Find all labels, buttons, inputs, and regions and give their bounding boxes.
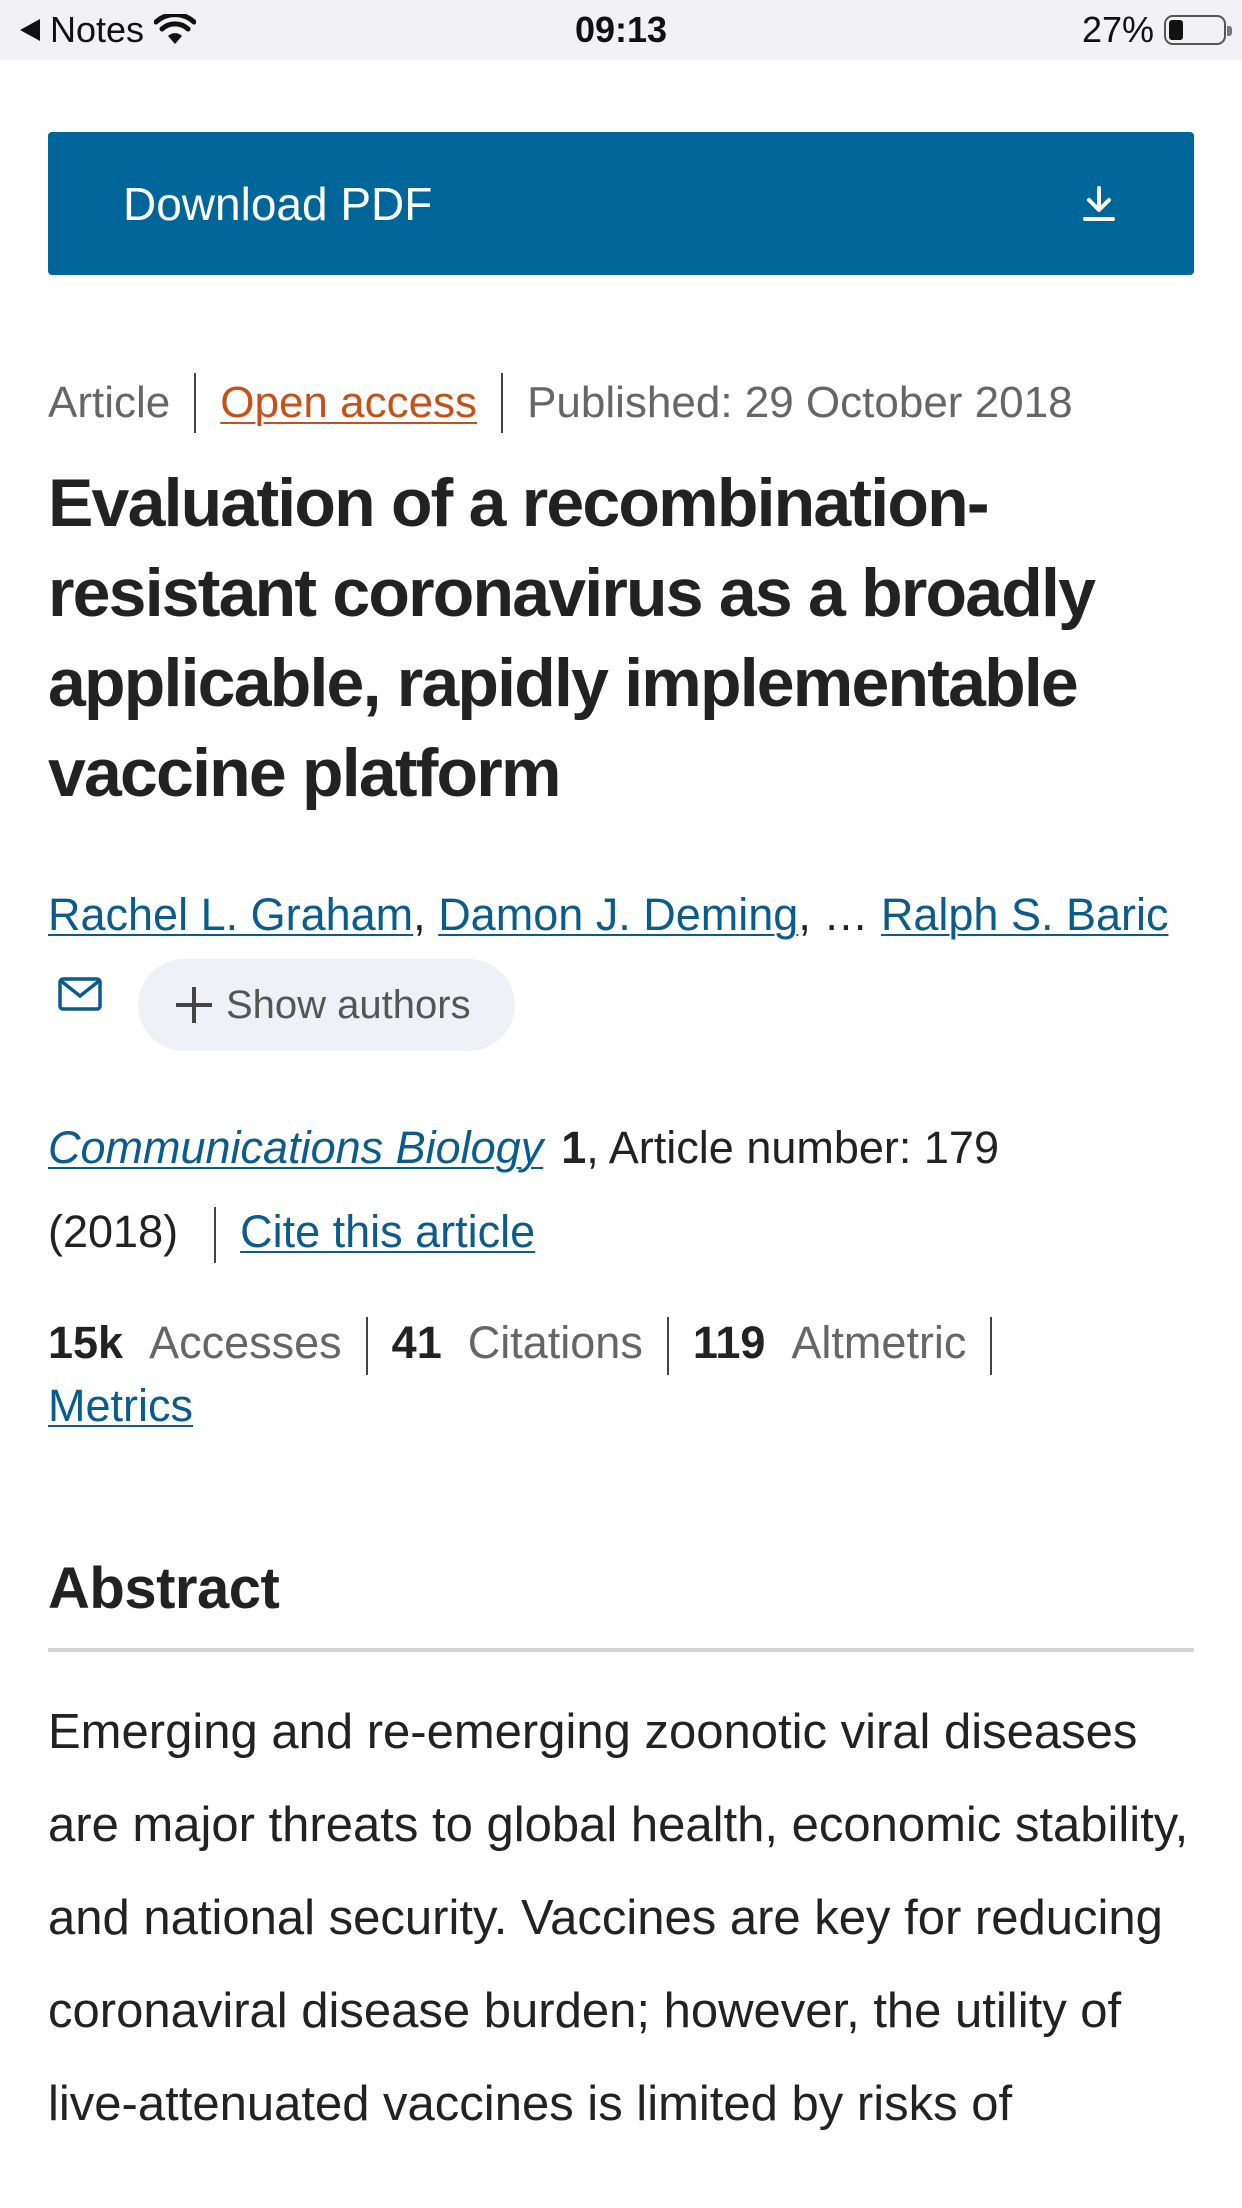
divider [366, 1317, 368, 1375]
altmetric-value: 119 [692, 1317, 766, 1368]
divider [990, 1317, 992, 1375]
author-link[interactable]: Rachel L. Graham [48, 889, 414, 940]
corresponding-author-link[interactable]: Ralph S. Baric [880, 889, 1169, 940]
citations-value: 41 [391, 1317, 442, 1368]
status-bar [0, 0, 1242, 60]
battery-icon [1164, 15, 1226, 45]
battery-status [1082, 0, 1226, 60]
article-metrics [48, 1312, 1198, 1437]
citations-label: Citations [467, 1317, 643, 1368]
article-number: , Article number: 179 [586, 1122, 999, 1173]
abstract-text: Emerging and re-emerging zoonotic viral diseases are major threats to global health, economic stability, and national security. Vaccines are key for reducing coronaviral disease burden; however, the utility of live-attenuated vaccines is limited by risks of [48, 1705, 1189, 2131]
article-meta [48, 370, 1073, 436]
download-pdf-label[interactable]: Download PDF [123, 177, 433, 230]
battery-level [1169, 20, 1183, 40]
accesses-label: Accesses [149, 1317, 342, 1368]
download-pdf-button[interactable] [48, 132, 1194, 275]
journal-citation [48, 1106, 1198, 1274]
battery-percent: 27% [1081, 9, 1154, 50]
abstract-heading: Abstract [48, 1556, 280, 1621]
article-title: Evaluation of a recombination-resistant coronavirus as a broadly applicable, rapidly implementable vaccine platform [48, 465, 1095, 811]
accesses-value: 15k [48, 1317, 124, 1368]
mail-icon[interactable] [58, 977, 102, 1011]
plus-icon [176, 987, 212, 1023]
cite-article-link[interactable]: Cite this article [240, 1206, 536, 1257]
altmetric-label: Altmetric [791, 1317, 967, 1368]
section-divider [48, 1648, 1194, 1652]
divider [214, 1207, 216, 1263]
published-date: Published: 29 October 2018 [527, 378, 1073, 427]
divider [501, 373, 503, 433]
metrics-link[interactable]: Metrics [48, 1380, 193, 1432]
download-icon[interactable] [1082, 185, 1116, 223]
status-time: 09:13 [574, 9, 668, 50]
divider [667, 1317, 669, 1375]
open-access-link[interactable]: Open access [220, 378, 478, 427]
author-link[interactable]: Damon J. Deming [438, 889, 799, 940]
author-list: Rachel L. Graham, Damon J. Deming, … Ralph S. Baric Show authors [48, 868, 1198, 1057]
publication-year: (2018) [48, 1206, 179, 1257]
show-authors-label[interactable]: Show authors [226, 982, 471, 1027]
journal-volume: 1 [561, 1122, 587, 1173]
authors-ellipsis: … [823, 889, 869, 940]
show-authors-button[interactable] [138, 959, 515, 1051]
article-type: Article [48, 378, 171, 427]
back-app-label[interactable]: Notes [50, 9, 145, 50]
journal-link[interactable]: Communications Biology [48, 1122, 544, 1173]
divider [194, 373, 196, 433]
